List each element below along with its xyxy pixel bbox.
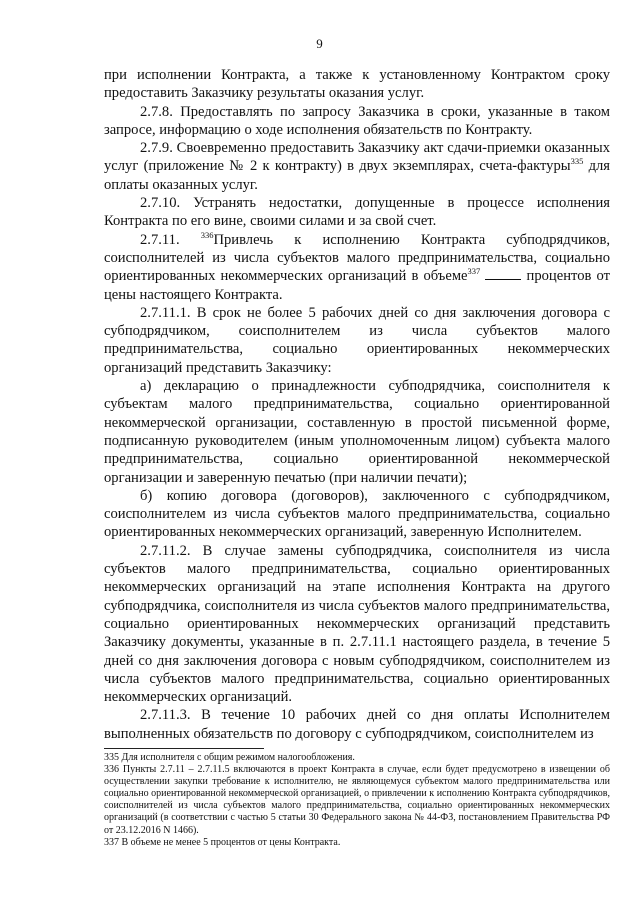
footnote-ref-337: 337: [467, 266, 481, 277]
footnote-ref-336: 336: [200, 229, 214, 240]
paragraph-2-7-11-3: 2.7.11.3. В течение 10 рабочих дней со дня оплаты Исполнителем выполненных обязательств по договору с субподрядчиком, соисполнителем из: [104, 707, 610, 742]
paragraph-continuation: при исполнении Контракта, а также к установленному Контрактом сроку предоставить Заказчику результаты оказания услуг.: [104, 67, 610, 102]
page-number: 9: [316, 36, 323, 51]
paragraph-2-7-11-text: Привлечь к исполнению Контракта субподрядчиков, соисполнителей из числа субъектов малого предпринимательства, социально ориентированных некоммерческих организаций в объеме: [104, 231, 610, 285]
footnote-335: 335 Для исполнителя с общим режимом налогообложения.: [104, 752, 355, 763]
paragraph-item-a: а) декларацию о принадлежности субподрядчика, соисполнителя к субъектам малого предпринимательства, социально ориентированной некоммерческой организации, составленную в простой письменной форме, подписанную руководителем (иным уполномоченным лицом) субъекта малого предпринимательства, социально ориентированной некоммерческой организации и заверенную печатью (при наличии печати);: [104, 378, 610, 486]
paragraph-2-7-10: 2.7.10. Устранять недостатки, допущенные в процессе исполнения Контракта по его вине, своими силами и за свой счет.: [104, 195, 610, 230]
paragraph-2-7-11: [104, 231, 610, 304]
footnotes: [104, 752, 610, 849]
paragraph-item-b: б) копию договора (договоров), заключенного с субподрядчиком, соисполнителем из числа субъектов малого предпринимательства, социально ориентированных некоммерческих организаций, заверенную Исполнителем.: [104, 487, 610, 541]
footnote-divider: [104, 748, 264, 749]
document-body: [104, 66, 610, 743]
paragraph-2-7-11-tail: процентов от цены настоящего Контракта.: [104, 268, 610, 303]
paragraph-2-7-9-tail: для оплаты оказанных услуг.: [104, 158, 610, 193]
paragraph-2-7-8: 2.7.8. Предоставлять по запросу Заказчика в сроки, указанные в таком запросе, информацию о ходе исполнения обязательств по Контракту.: [104, 103, 610, 138]
blank-fill-line: [485, 267, 521, 280]
paragraph-2-7-11-1: 2.7.11.1. В срок не более 5 рабочих дней со дня заключения договора с субподрядчиком, соисполнителем из числа субъектов малого предпринимательства, социально ориентированных некоммерческих организаций представить Заказчику:: [104, 304, 610, 376]
paragraph-2-7-9: [104, 139, 610, 194]
paragraph-2-7-11-number: 2.7.11.: [140, 231, 201, 248]
paragraph-2-7-9-text: 2.7.9. Своевременно предоставить Заказчику акт сдачи-приемки оказанных услуг (приложение № 2 к контракту) в двух экземплярах, счета-фактуры: [104, 140, 610, 175]
footnote-ref-335: 335: [570, 156, 584, 167]
footnote-337: 337 В объеме не менее 5 процентов от цены Контракта.: [104, 836, 341, 848]
footnote-336: 336 Пункты 2.7.11 – 2.7.11.5 включаются в проект Контракта в случае, если будет предусмотрено в извещении об осуществлении закупки требование к исполнителю, не являющемуся субъектом малого предпринимательства или социально ориентированной некоммерческой организацией, о привлечении к исполнению Контракта субподрядчиков, соисполнителей из числа субъектов малого предпринимательства, социально ориентированных некоммерческих организаций (в соответствии с частью 5 статьи 30 Федерального закона № 44-ФЗ, постановлением Правительства РФ от 23.12.2016 N 1466).: [104, 764, 610, 836]
paragraph-2-7-11-2: 2.7.11.2. В случае замены субподрядчика, соисполнителя из числа субъектов малого предпринимательства, социально ориентированных некоммерческих организаций на этапе исполнения Контракта на другого субподрядчика, соисполнителя из числа субъектов малого предпринимательства, социально ориентированных некоммерческих организаций представить Заказчику документы, указанные в п. 2.7.11.1 настоящего раздела, в течение 5 дней со дня заключения договора с новым субподрядчиком, соисполнителем из числа субъектов малого предпринимательства, социально ориентированных некоммерческих организаций.: [104, 542, 610, 706]
